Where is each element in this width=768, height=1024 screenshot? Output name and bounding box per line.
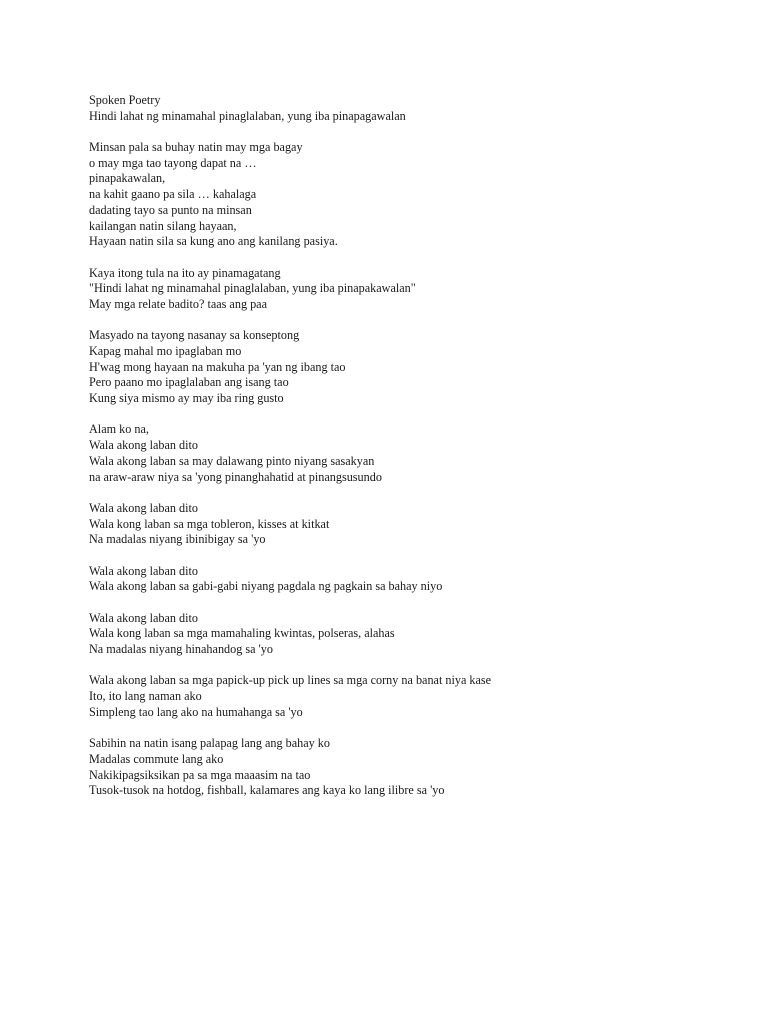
poem-line: Wala akong laban dito: [89, 563, 199, 578]
poem-line: Madalas commute lang ako: [89, 751, 224, 766]
poem-line: Hayaan natin sila sa kung ano ang kanilang pasiya.: [89, 234, 338, 249]
poem-line: o may mga tao tayong dapat na …: [89, 155, 257, 170]
poem-line: Simpleng tao lang ako na humahanga sa 'yo: [89, 704, 303, 719]
poem-line: Kung siya mismo ay may iba ring gusto: [89, 391, 284, 406]
stanza: [89, 736, 729, 799]
poem-line: Wala akong laban dito: [89, 500, 199, 515]
poem-line: Wala akong laban sa mga papick-up pick up lines sa mga corny na banat niya kase: [89, 673, 492, 688]
stanza: [89, 266, 729, 313]
stanza: [89, 422, 729, 485]
poem-line: Kapag mahal mo ipaglaban mo: [89, 344, 242, 358]
poem-line: H'wag mong hayaan na makuha pa 'yan ng ibang tao: [89, 359, 346, 374]
poem-line: Ito, ito lang naman ako: [89, 689, 202, 704]
poem-line: Wala kong laban sa mga mamahaling kwintas, polseras, alahas: [89, 626, 395, 641]
poem-subtitle: Hindi lahat ng minamahal pinaglalaban, yung iba pinapagawalan: [89, 108, 406, 123]
poem-line: na araw-araw niya sa 'yong pinanghahatid at pinangsusundo: [89, 469, 382, 484]
stanza: [89, 673, 729, 720]
poem-line: Wala kong laban sa mga tobleron, kisses at kitkat: [89, 516, 330, 531]
stanza: [89, 564, 729, 595]
poem-line: kailangan natin silang hayaan,: [89, 218, 237, 233]
poem-line: Minsan pala sa buhay natin may mga bagay: [89, 140, 303, 155]
poem-line: Wala akong laban dito: [89, 438, 199, 453]
stanza: [89, 611, 729, 658]
poem-line: Alam ko na,: [89, 422, 149, 437]
poem-line: na kahit gaano pa sila … kahalaga: [89, 187, 257, 202]
poem-line: pinapakawalan,: [89, 171, 166, 186]
poem-line: Na madalas niyang ibinibigay sa 'yo: [89, 532, 266, 547]
poem-line: Kaya itong tula na ito ay pinamagatang: [89, 265, 281, 280]
poem-line: May mga relate badito? taas ang paa: [89, 296, 267, 311]
stanza: [89, 328, 729, 406]
poem-line: Wala akong laban sa may dalawang pinto niyang sasakyan: [89, 453, 375, 468]
poem-line: Wala akong laban dito: [89, 610, 199, 625]
poem-text: [89, 93, 729, 815]
poem-line: Sabihin na natin isang palapag lang ang bahay ko: [89, 736, 330, 751]
poem-line: Masyado na tayong nasanay sa konseptong: [89, 328, 300, 343]
poem-body: [89, 140, 729, 799]
poem-line: Pero paano mo ipaglalaban ang isang tao: [89, 375, 289, 390]
poem-line: "Hindi lahat ng minamahal pinaglalaban, yung iba pinapakawalan": [89, 281, 416, 296]
stanza: [89, 140, 729, 250]
stanza: [89, 501, 729, 548]
poem-line: dadating tayo sa punto na minsan: [89, 202, 252, 217]
poem-line: Wala akong laban sa gabi-gabi niyang pagdala ng pagkain sa bahay niyo: [89, 579, 443, 594]
poem-line: Nakikipagsiksikan pa sa mga maaasim na tao: [89, 767, 311, 782]
poem-line: Na madalas niyang hinahandog sa 'yo: [89, 642, 273, 657]
poem-line: Tusok-tusok na hotdog, fishball, kalamares ang kaya ko lang ilibre sa 'yo: [89, 783, 445, 798]
poem-title: Spoken Poetry: [89, 93, 161, 107]
